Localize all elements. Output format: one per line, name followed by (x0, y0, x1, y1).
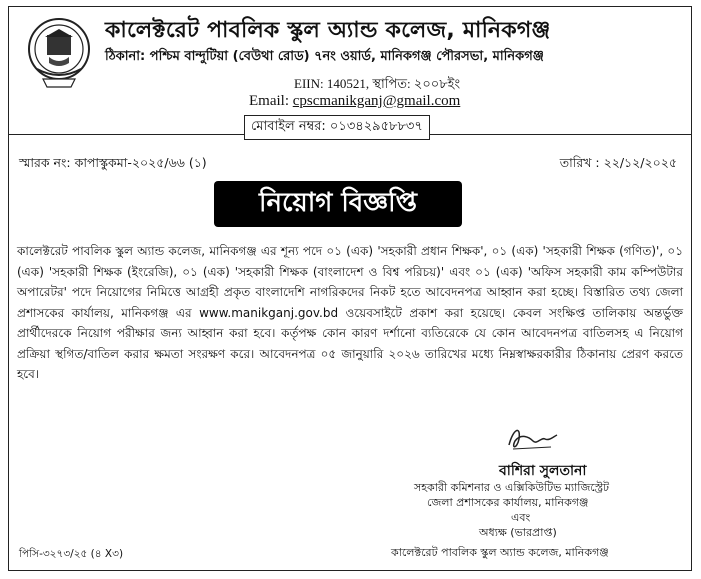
signer-name: বাশিরা সুলতানা (499, 463, 587, 479)
eiin-info: EIIN: 140521, স্থাপিত: ২০০৮ইং (294, 76, 461, 91)
school-logo (23, 15, 95, 93)
email-row (249, 93, 460, 110)
signer-title-2: জেলা প্রশাসকের কার্যালয়, মানিকগঞ্জ (427, 496, 589, 509)
memo-date: তারিখ : ২২/১২/২০২৫ (559, 155, 677, 170)
signer-title-5: কালেক্টরেট পাবলিক স্কুল অ্যান্ড কলেজ, মানিকগঞ্জ (391, 546, 609, 559)
notice-document (8, 6, 692, 571)
memo-reference: স্মারক নং: কাপাস্কুকমা-২০২৫/৬৬ (১) (19, 155, 207, 170)
publication-code: পিসি-৩২৭৩/২৫ (৪ X৩) (19, 548, 124, 560)
email-link[interactable]: cpscmanikganj@gmail.com (292, 93, 461, 109)
school-address: ঠিকানা: পশ্চিম বান্দুটিয়া (বেউথা রোড) ৭নং ওয়ার্ড, মানিকগঞ্জ পৌরসভা, মানিকগঞ্জ (105, 49, 544, 64)
mobile-number: মোবাইল নম্বর: ০১৩৪২৯৫৮৮৩৭ (244, 115, 430, 140)
email-label: Email: (249, 93, 289, 109)
signer-title-4: অধ্যক্ষ (ভারপ্রাপ্ত) (479, 526, 557, 539)
signer-title-1: সহকারী কমিশনার ও এক্সিকিউটিভ ম্যাজিস্ট্রেট (414, 481, 610, 494)
notice-title-banner: নিয়োগ বিজ্ঞপ্তি (214, 181, 462, 227)
signer-title-3: এবং (511, 511, 531, 524)
school-name: কালেক্টরেট পাবলিক স্কুল অ্যান্ড কলেজ, মানিকগঞ্জ (105, 18, 551, 43)
signature-mark (503, 419, 563, 455)
notice-body: কালেক্টরেট পাবলিক স্কুল অ্যান্ড কলেজ, মানিকগঞ্জ এর শূন্য পদে ০১ (এক) 'সহকারী প্রধান শিক্ষক', ০১ (এক) 'সহকারী শিক্ষক (গণিত)', ০১ (এক) 'সহকারী শিক্ষক (ইংরেজি), ০১ (এক) 'সহকারী শিক্ষক (বাংলাদেশ ও বিশ্ব পরিচয়)' এবং ০১ (এক) 'অফিস সহকারী কাম কম্পিউটার অপারেটর' পদে নিয়োগের নিমিত্তে আগ্রহী প্রকৃত বাংলাদেশি নাগরিকদের নিকট হতে আবেদনপত্র আহ্বান করা হচ্ছে। বিস্তারিত তথ্য জেলা প্রশাসকের কার্যালয়, মানিকগঞ্জ এর www.manikganj.gov.bd ওয়েবসাইটে প্রকাশ করা হয়েছে। কেবল সংক্ষিপ্ত তালিকায় অন্তর্ভুক্ত প্রার্থীদেরকে নিয়োগ পরীক্ষার জন্য আহ্বান করা হবে। কর্তৃপক্ষ কোন কারণ দর্শানো ব্যতিরেকে যে কোন আবেদনপত্র বাতিলসহ এ নিয়োগ প্রক্রিয়া স্থগিত/বাতিল করার ক্ষমতা সংরক্ষণ করে। আবেদনপত্র ০৫ জানুয়ারি ২০২৬ তারিখের মধ্যে নিম্নস্বাক্ষরকারীর ঠিকানায় প্রেরণ করতে হবে। (17, 244, 683, 381)
